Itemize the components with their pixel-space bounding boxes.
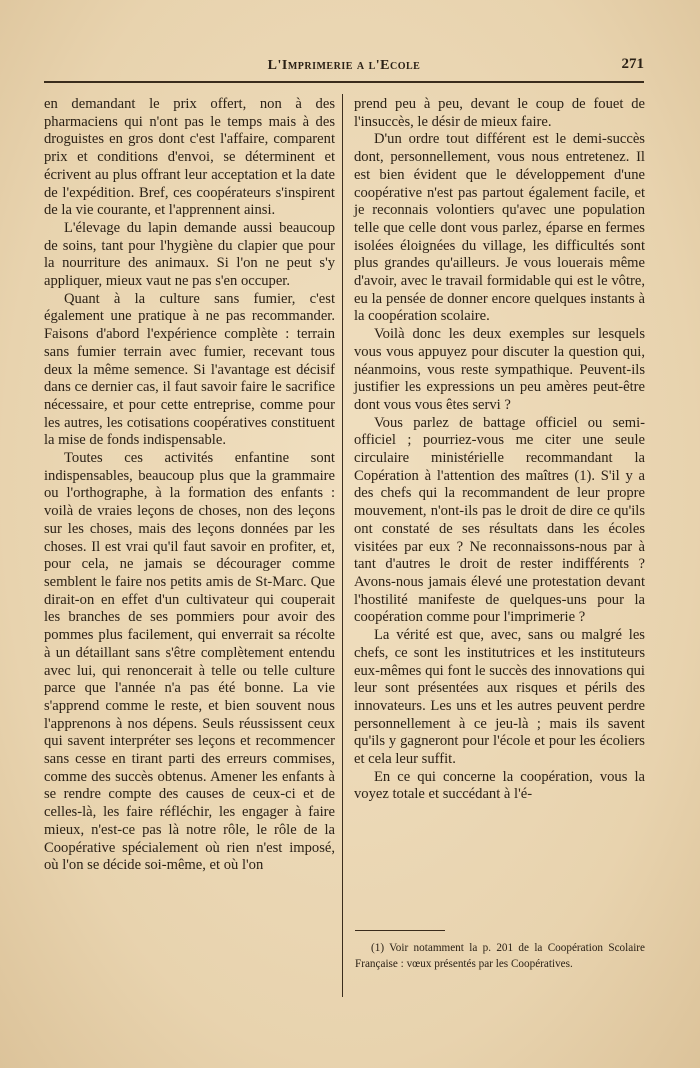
- paragraph: L'élevage du lapin demande aussi beaucoup de soins, tant pour l'hygiène du clapier que pour la nourriture des animaux. Si l'on ne peut s'y appliquer, mieux vaut ne pas s'en occuper.: [44, 219, 335, 290]
- column-divider: [342, 94, 343, 997]
- page-header: [44, 52, 644, 74]
- paragraph: Quant à la culture sans fumier, c'est également une pratique à ne pas recommander. Faisons d'abord l'expérience complète : terrain sans fumier terrain avec fumier, recevant tous deux la même semence. Si l'avantage est décisif dans ce dernier cas, il faut savoir faire le sacrifice nécessaire, et pour cette entreprise, comme pour les autres, les cotisations coopératives constituent la mise de fonds indispensable.: [44, 290, 335, 449]
- footnote-text: (1) Voir notamment la p. 201 de la Coopération Scolaire Française : vœux présentés par les Coopératives.: [355, 942, 645, 970]
- right-column: [354, 96, 645, 804]
- left-column: [44, 96, 335, 875]
- paragraph: La vérité est que, avec, sans ou malgré les chefs, ce sont les institutrices et les instituteurs eux-mêmes qui font le succès des innovations qui leur sont présentées aux risques et périls des innovateurs. Les uns et les autres peuvent perdre personnellement à ce jeu-là ; mais ils savent qu'ils y gagneront pour l'école et pour les écoliers et cela leur suffit.: [354, 627, 645, 768]
- footnote: [355, 940, 645, 972]
- paragraph: D'un ordre tout différent est le demi-succès dont, personnellement, vous nous entretenez. Il est bien évident que le développement d'une coopérative n'est pas partout également facile, et je reconnais volontiers qu'avec une population telle que celle dont vous parlez, éparse en fermes isolées éloignées du village, les difficultés sont plus grandes qu'ailleurs. Je vous louerais même d'avoir, avec le travail formidable qui est le vôtre, eu la pensée de donner encore quelques instants à la coopération scolaire.: [354, 131, 645, 325]
- footnote-rule: [355, 930, 445, 931]
- running-head: L'Imprimerie a l'Ecole: [267, 58, 421, 73]
- paragraph: Toutes ces activités enfantine sont indispensables, beaucoup plus que la grammaire ou l'orthographe, à la formation des enfants : voilà de vraies leçons de choses, non des leçons sur les choses, mais des leçons données par les choses. Il est vrai qu'il faut savoir en profiter, et, pour cela, ne jamais se décourager comme semblent le faire nos petits amis de St-Marc. Que dirait-on en effet d'un cultivateur qui couperait les branches de ses pommiers pour avoir des pommes plus facilement, qui enverrait sa récolte à un détaillant sans s'être complètement entendu avec lui, qui renoncerait à telle ou telle culture parce que l'année n'a pas été bonne. La vie s'apprend comme le reste, et bien souvent nous l'apprenons à nos dépens. Seuls réussissent ceux qui savent interpréter ses leçons et recommencer sans cesse en tirant parti des erreurs commises, comme des succès obtenus. Amener les enfants à se rendre compte des causes de ceux-ci et de celles-là, les faire réfléchir, les engager à faire mieux, n'est-ce pas là notre rôle, le rôle de la Coopérative spécialement où rien n'est imposé, où l'on se décide soi-même, et où l'on: [44, 450, 335, 874]
- paragraph: Voilà donc les deux exemples sur lesquels vous vous appuyez pour discuter la question qui, néanmoins, vous reste sympathique. Peuvent-ils justifier les expressions un peu amères peut-être dont vous vous êtes servi ?: [354, 326, 645, 413]
- paragraph: En ce qui concerne la coopération, vous la voyez totale et succédant à l'é-: [354, 768, 645, 803]
- page-number: 271: [621, 56, 644, 72]
- paragraph: prend peu à peu, devant le coup de fouet de l'insuccès, le désir de mieux faire.: [354, 96, 645, 130]
- paragraph: en demandant le prix offert, non à des pharmaciens qui n'ont pas le temps mais à des droguistes en gros dont c'est l'affaire, comparent prix et conditions d'envoi, se déterminent et écrivent au plus offrant leur acceptation et la date de l'expédition. Bref, ces coopérateurs s'inspirent de la vie courante, et l'apprennent ainsi.: [44, 96, 335, 219]
- header-rule: [44, 81, 644, 83]
- paragraph: Vous parlez de battage officiel ou semi-officiel ; pourriez-vous me citer une seule circulaire ministérielle recommandant la Copération à l'attention des maîtres (1). S'il y a des chefs qui la recommandent de leur propre mouvement, n'ont-ils pas le droit de dire ce qu'ils ont constaté de ses résultats dans les écoles visitées par eux ? Ne reconnaissons-nous par à tant d'autres le droit de rester indifférents ? Avons-nous jamais élevé une protestation devant l'hostilité manifeste de quelques-uns pour la coopération comme pour l'imprimerie ?: [354, 414, 645, 626]
